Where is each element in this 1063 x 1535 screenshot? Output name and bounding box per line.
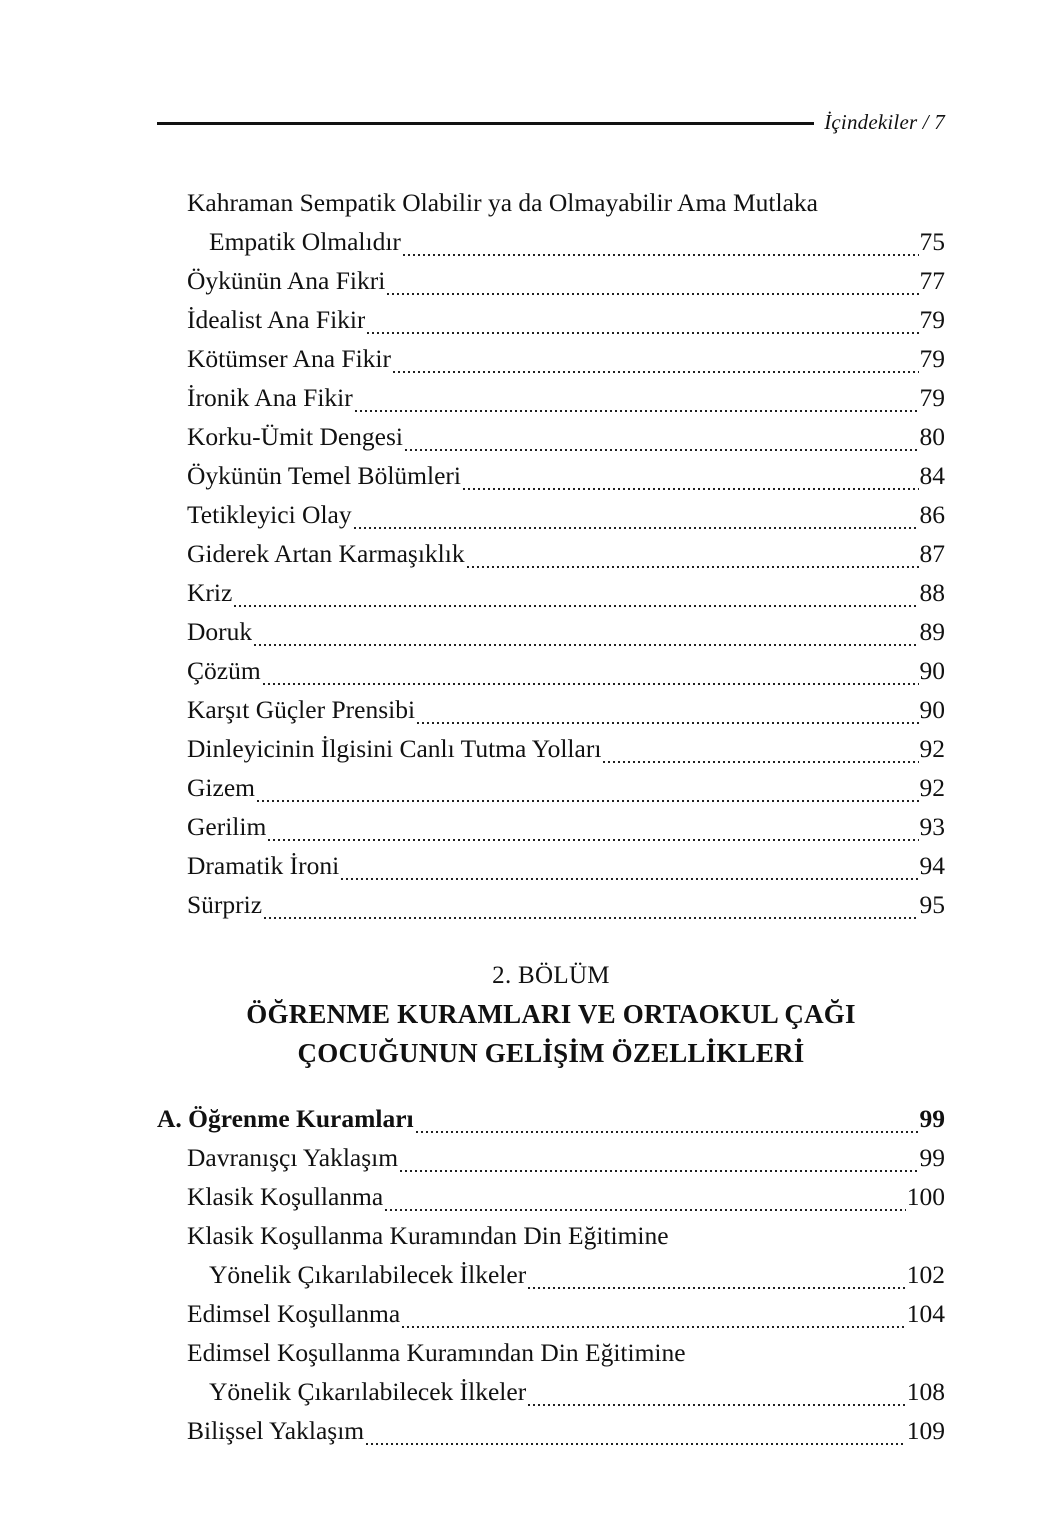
toc-entry[interactable] [157,612,945,651]
toc-entry[interactable] [157,534,945,573]
toc-entry[interactable] [157,1216,945,1294]
entry-page-number: 102 [906,1260,945,1289]
toc-entry[interactable] [157,1099,945,1138]
entry-title: İdealist Ana Fikir [187,305,366,334]
entry-page-number: 99 [919,1143,945,1172]
chapter-title-line-1: ÖĞRENME KURAMLARI VE ORTAOKUL ÇAĞI [246,999,856,1029]
dot-leader [405,431,918,457]
entry-title: Klasik Koşullanma Kuramından Din Eğitimine [187,1221,669,1250]
toc-entry[interactable] [157,885,945,924]
toc-entry[interactable] [157,261,945,300]
header-label: İçindekiler / 7 [824,110,945,134]
dot-leader [417,704,918,730]
toc-entry[interactable] [157,1294,945,1333]
toc-list-part-1 [157,183,945,924]
entry-title: Kötümser Ana Fikir [187,344,391,373]
entry-title: Çözüm [187,656,261,685]
entry-page-number: 80 [919,422,945,451]
entry-title: Kahraman Sempatik Olabilir ya da Olmayabilir Ama Mutlaka [187,188,818,217]
dot-leader [387,275,918,301]
entry-page-number: 92 [919,734,945,763]
entry-page-number: 92 [919,773,945,802]
entry-title: Klasik Koşullanma [187,1182,384,1211]
toc-entry[interactable] [157,339,945,378]
dot-leader [268,821,918,847]
dot-leader [385,1191,906,1217]
entry-title: Karşıt Güçler Prensibi [187,695,416,724]
entry-title-continuation-line [187,222,945,261]
entry-title: Bilişsel Yaklaşım [187,1416,365,1445]
entry-page-number: 88 [919,578,945,607]
entry-title: Sürpriz [187,890,263,919]
entry-page-number: 95 [919,890,945,919]
entry-title: Gerilim [187,812,267,841]
toc-entry[interactable] [157,417,945,456]
dot-leader [416,1113,919,1139]
entry-title: Tetikleyici Olay [187,500,352,529]
entry-title: Korku-Ümit Dengesi [187,422,404,451]
dot-leader [263,665,919,691]
dot-leader [528,1386,906,1412]
dot-leader [603,743,918,769]
entry-title: Öykünün Temel Bölümleri [187,461,461,490]
entry-title: İronik Ana Fikir [187,383,353,412]
chapter-title [157,995,945,1073]
entry-title: Davranışçı Yaklaşım [187,1143,399,1172]
entry-title: A. Öğrenme Kuramları [157,1104,414,1133]
toc-entry[interactable] [157,807,945,846]
entry-page-number: 104 [906,1299,945,1328]
entry-title: Kriz [187,578,233,607]
entry-title: Giderek Artan Karmaşıklık [187,539,465,568]
dot-leader [366,1425,906,1451]
dot-leader [254,626,918,652]
entry-title: Empatik Olmalıdır [209,227,401,256]
entry-page-number: 93 [919,812,945,841]
toc-entry[interactable] [157,573,945,612]
running-header [157,112,945,133]
entry-title: Öykünün Ana Fikri [187,266,386,295]
dot-leader [463,470,919,496]
entry-page-number: 94 [919,851,945,880]
entry-page-number: 79 [919,344,945,373]
toc-entry[interactable] [157,456,945,495]
entry-page-number: 79 [919,383,945,412]
dot-leader [355,392,919,418]
entry-title: Dramatik İroni [187,851,340,880]
toc-list-part-2 [157,1099,945,1450]
toc-entry[interactable] [157,729,945,768]
toc-entry[interactable] [157,495,945,534]
toc-entry[interactable] [157,651,945,690]
toc-entry[interactable] [157,846,945,885]
entry-title: Doruk [187,617,253,646]
toc-entry[interactable] [157,1411,945,1450]
entry-page-number: 108 [906,1377,945,1406]
dot-leader [403,236,919,262]
dot-leader [467,548,919,574]
entry-title: Gizem [187,773,255,802]
entry-page-number: 89 [919,617,945,646]
entry-title: Yönelik Çıkarılabilecek İlkeler [209,1260,527,1289]
dot-leader [264,899,918,925]
dot-leader [367,314,918,340]
chapter-number: 2. BÖLÜM [492,962,610,989]
dot-leader [528,1269,906,1295]
toc-entry[interactable] [157,183,945,261]
entry-title: Yönelik Çıkarılabilecek İlkeler [209,1377,527,1406]
entry-page-number: 86 [919,500,945,529]
entry-title: Edimsel Koşullanma Kuramından Din Eğitimine [187,1338,686,1367]
entry-page-number: 79 [919,305,945,334]
entry-page-number: 100 [906,1182,945,1211]
dot-leader [402,1308,906,1334]
entry-page-number: 84 [919,461,945,490]
entry-page-number: 99 [919,1104,945,1133]
header-rule [157,122,814,125]
entry-title: Dinleyicinin İlgisini Canlı Tutma Yolları [187,734,602,763]
entry-page-number: 87 [919,539,945,568]
entry-title: Edimsel Koşullanma [187,1299,401,1328]
entry-page-number: 75 [919,227,945,256]
chapter-title-line-2: ÇOCUĞUNUN GELİŞİM ÖZELLİKLERİ [297,1038,805,1068]
toc-entry[interactable] [157,768,945,807]
entry-title-continuation-line [187,1372,945,1411]
entry-title-continuation-line [187,1255,945,1294]
entry-page-number: 90 [919,695,945,724]
toc-entry[interactable] [157,1177,945,1216]
dot-leader [234,587,918,613]
dot-leader [400,1152,918,1178]
dot-leader [354,509,919,535]
dot-leader [257,782,919,808]
dot-leader [341,860,918,886]
toc-entry[interactable] [157,1333,945,1411]
toc-entry[interactable] [157,1138,945,1177]
entry-page-number: 77 [919,266,945,295]
chapter-heading-block [157,957,945,1073]
toc-entry[interactable] [157,690,945,729]
toc-entry[interactable] [157,300,945,339]
dot-leader [393,353,919,379]
toc-entry[interactable] [157,378,945,417]
entry-page-number: 109 [906,1416,945,1445]
entry-page-number: 90 [919,656,945,685]
